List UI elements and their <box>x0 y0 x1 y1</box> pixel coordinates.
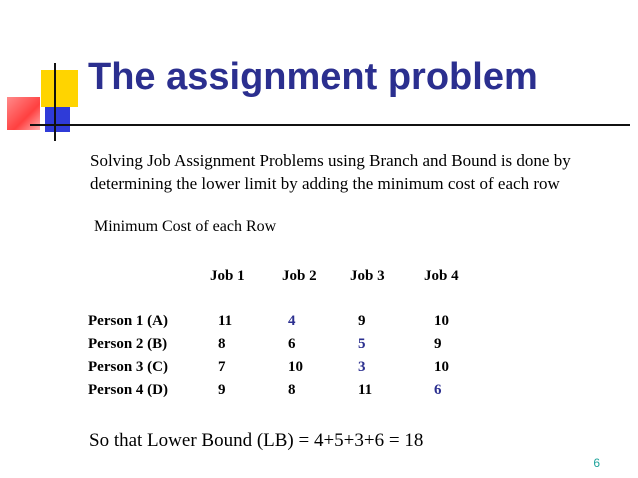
row-label: Person 3 (C) <box>88 359 168 375</box>
lower-bound-result: So that Lower Bound (LB) = 4+5+3+6 = 18 <box>89 430 424 451</box>
row-label: Person 1 (A) <box>88 313 168 329</box>
cost-cell: 11 <box>358 382 373 398</box>
min-cost-cell: 3 <box>358 359 366 375</box>
cost-cell: 10 <box>434 359 449 375</box>
cost-cell: 10 <box>434 313 449 329</box>
title-underline <box>30 124 630 126</box>
column-header: Job 3 <box>350 268 385 284</box>
table-subheading: Minimum Cost of each Row <box>94 218 277 235</box>
decorative-yellow-square <box>41 70 78 107</box>
decorative-vertical-line <box>54 63 56 141</box>
column-header: Job 2 <box>282 268 317 284</box>
cost-cell: 7 <box>218 359 226 375</box>
min-cost-cell: 4 <box>288 313 296 329</box>
page-number: 6 <box>593 456 600 470</box>
cost-cell: 9 <box>358 313 366 329</box>
decorative-blue-square <box>45 107 70 132</box>
cost-matrix-table <box>88 265 484 402</box>
cost-cell: 6 <box>288 336 296 352</box>
min-cost-cell: 6 <box>434 382 442 398</box>
cost-cell: 8 <box>288 382 296 398</box>
table-spacer-row <box>88 288 484 310</box>
cost-cell: 8 <box>218 336 226 352</box>
cost-cell: 10 <box>288 359 303 375</box>
table-row <box>88 356 484 379</box>
cost-cell: 11 <box>218 313 233 329</box>
table-header-row <box>88 265 484 288</box>
intro-paragraph: Solving Job Assignment Problems using Branch and Bound is done by determining the lower limit by adding the minimum cost of each row <box>90 151 571 193</box>
column-header: Job 4 <box>424 268 459 284</box>
header-corner-cell <box>88 265 210 288</box>
row-label: Person 2 (B) <box>88 336 168 352</box>
cost-cell: 9 <box>218 382 226 398</box>
row-label: Person 4 (D) <box>88 382 168 398</box>
table-row <box>88 333 484 356</box>
column-header: Job 1 <box>210 268 245 284</box>
table-row <box>88 379 484 402</box>
cost-cell: 9 <box>434 336 442 352</box>
min-cost-cell: 5 <box>358 336 366 352</box>
table-row <box>88 310 484 333</box>
slide-title: The assignment problem <box>88 56 538 98</box>
